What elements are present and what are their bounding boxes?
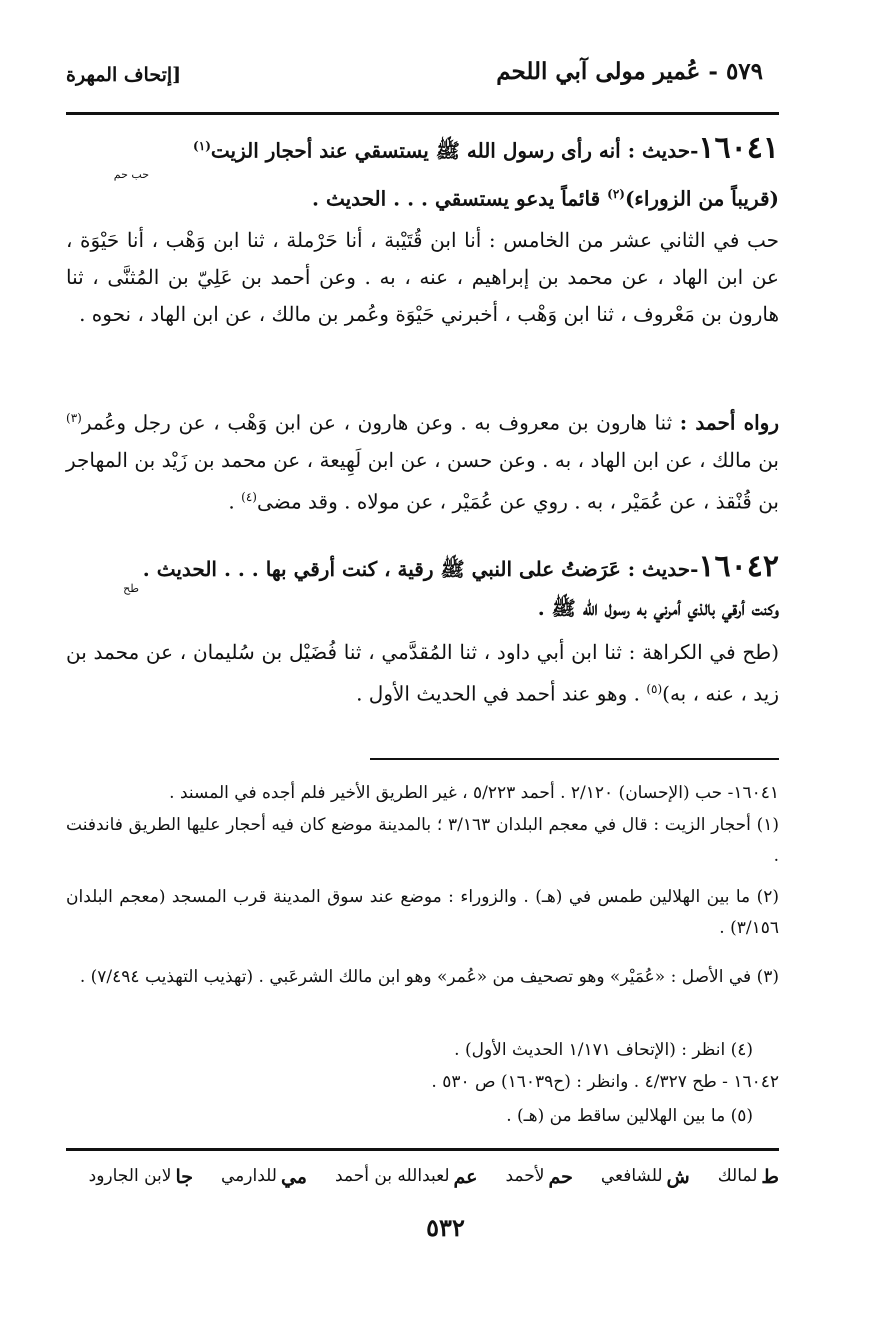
hadith-2-title: -حديث : عَرَضتُ على النبي ﷺ رقية ، كنت أرقي بها . . . الحديث . [142, 557, 699, 581]
footnote-16042-source: ١٦٠٤٢ - طح ٤/٣٢٧ . وانظر : (ح١٦٠٣٩) ص ٥٣٠ . [431, 1072, 779, 1092]
page-number: ٥٣٢ [426, 1213, 465, 1242]
siglum-ahmad: حم لأحمد [505, 1166, 573, 1188]
footnote-ref-5: (٥) [646, 682, 663, 696]
siglum-abdullah: عم لعبدالله بن أحمد [334, 1166, 478, 1188]
hadith-2-sigla: طح [123, 582, 139, 595]
header-rule [66, 112, 779, 115]
hadith-1-title: -حديث : أنه رأى رسول الله ﷺ يستسقي عند أحجار الزيت [210, 138, 699, 163]
footnote-ref-4: (٤) [241, 489, 257, 504]
hadith-1-ahmad-lead: رواه أحمد : [679, 410, 779, 435]
footnote-1: (١) أحجار الزيت : قال في معجم البلدان ٣/١٦٣ ؛ بالمدينة موضع كان فيه أحجار عليها الطريق فاندفنت . [66, 815, 779, 866]
footnote-16041-source: ١٦٠٤١- حب (الإحسان) ٢/١٢٠ . أحمد ٥/٢٢٣ ، غير الطريق الأخير فلم أجده في المسند . [169, 783, 779, 803]
hadith-2-heading [66, 548, 779, 588]
hadith-1-chain-ibn-hibban: حب في الثاني عشر من الخامس : أنا ابن قُتَيْبة ، أنا حَرْملة ، ثنا ابن وَهْب ، أنا حَيْوَة ، عن ابن الهاد ، عن محمد بن إبراهيم ، عنه ، به . وعن أحمد بن عَلِيّ بن المُثنَّى ، ثنا هارون بن مَعْروف ، ثنا ابن وَهْب ، أخبرني حَيْوَة وعُمر بن مالك ، عن ابن الهاد ، نحوه . [66, 228, 779, 326]
hadith-1-sigla: حب حم [113, 168, 149, 181]
footnote-ref-1: (١) [193, 139, 211, 153]
footnote-5: (٥) ما بين الهلالين ساقط من (هـ) . [506, 1106, 753, 1126]
hadith-1-ahmad-text-c: . [228, 489, 242, 514]
hadith-1-ahmad-text-a: ثنا هارون بن معروف به . وعن هارون ، عن ابن وَهْب ، عن رجل وعُمر [81, 410, 680, 435]
hadith-1-title-cont-b: قائماً يدعو يستسقي . . . الحديث . [312, 186, 608, 211]
siglum-ibn-jarud: جا لابن الجارود [88, 1166, 193, 1188]
hadith-1-number: ١٦٠٤١ [698, 130, 779, 166]
footnote-ref-2: (٢) [607, 187, 625, 201]
hadith-2-chain-tahawi [66, 634, 779, 713]
hadith-2-chain-text-b: . وهو عند أحمد في الحديث الأول . [356, 681, 647, 706]
siglum-darimi: مي للدارمي [221, 1166, 307, 1188]
codes-rule [66, 1148, 779, 1151]
header-chapter-title: ٥٧٩ - عُمير مولى آبي اللحم [496, 58, 763, 85]
hadith-2-number: ١٦٠٤٢ [698, 549, 779, 584]
hadith-1-heading-cont [66, 176, 779, 218]
footnote-2: (٢) ما بين الهلالين طمس في (هـ) . والزوراء : موضع عند سوق المدينة قرب المسجد (معجم البلدان ٣/١٥٦) . [66, 887, 779, 938]
footnote-3: (٣) في الأصل : «عُمَيْر» وهو تصحيف من «عُمر» وهو ابن مالك الشرعَبي . (تهذيب التهذيب ٧/٤٩٤) . [79, 967, 779, 987]
header-book-title: [إتحاف المهرة [66, 64, 182, 86]
siglum-malik: ط لمالك [717, 1166, 779, 1188]
hadith-1-chain-ahmad [66, 400, 779, 520]
siglum-key [89, 1166, 779, 1188]
siglum-shafii: ش للشافعي [600, 1166, 690, 1188]
hadith-1-heading [66, 128, 779, 170]
footnote-separator [370, 758, 779, 760]
hadith-2-chain-text-a: (طح في الكراهة : ثنا ابن أبي داود ، ثنا المُقدَّمي ، ثنا فُضَيْل بن سُليمان ، عن محمد بن زيد ، عنه ، به) [66, 640, 779, 706]
hadith-1-title-cont-a: (قريباً من الزوراء) [624, 186, 779, 211]
footnote-4: (٤) انظر : (الإتحاف ١/١٧١ الحديث الأول) . [454, 1040, 753, 1060]
footnote-ref-3: (٣) [66, 411, 82, 425]
hadith-1-ahmad-text-b: بن مالك ، عن ابن الهاد ، به . وعن حسن ، عن ابن لَهِيعة ، عن محمد بن زَيْد بن المهاجر بن قُنْقذ ، عن عُمَيْر ، به . روي عن عُمَيْر ، عن مولاه . وقد مضى [66, 447, 779, 514]
hadith-2-heading-cont: وكنت أرقي بالذي أمرني به رسول الله ﷺ . [537, 596, 779, 620]
